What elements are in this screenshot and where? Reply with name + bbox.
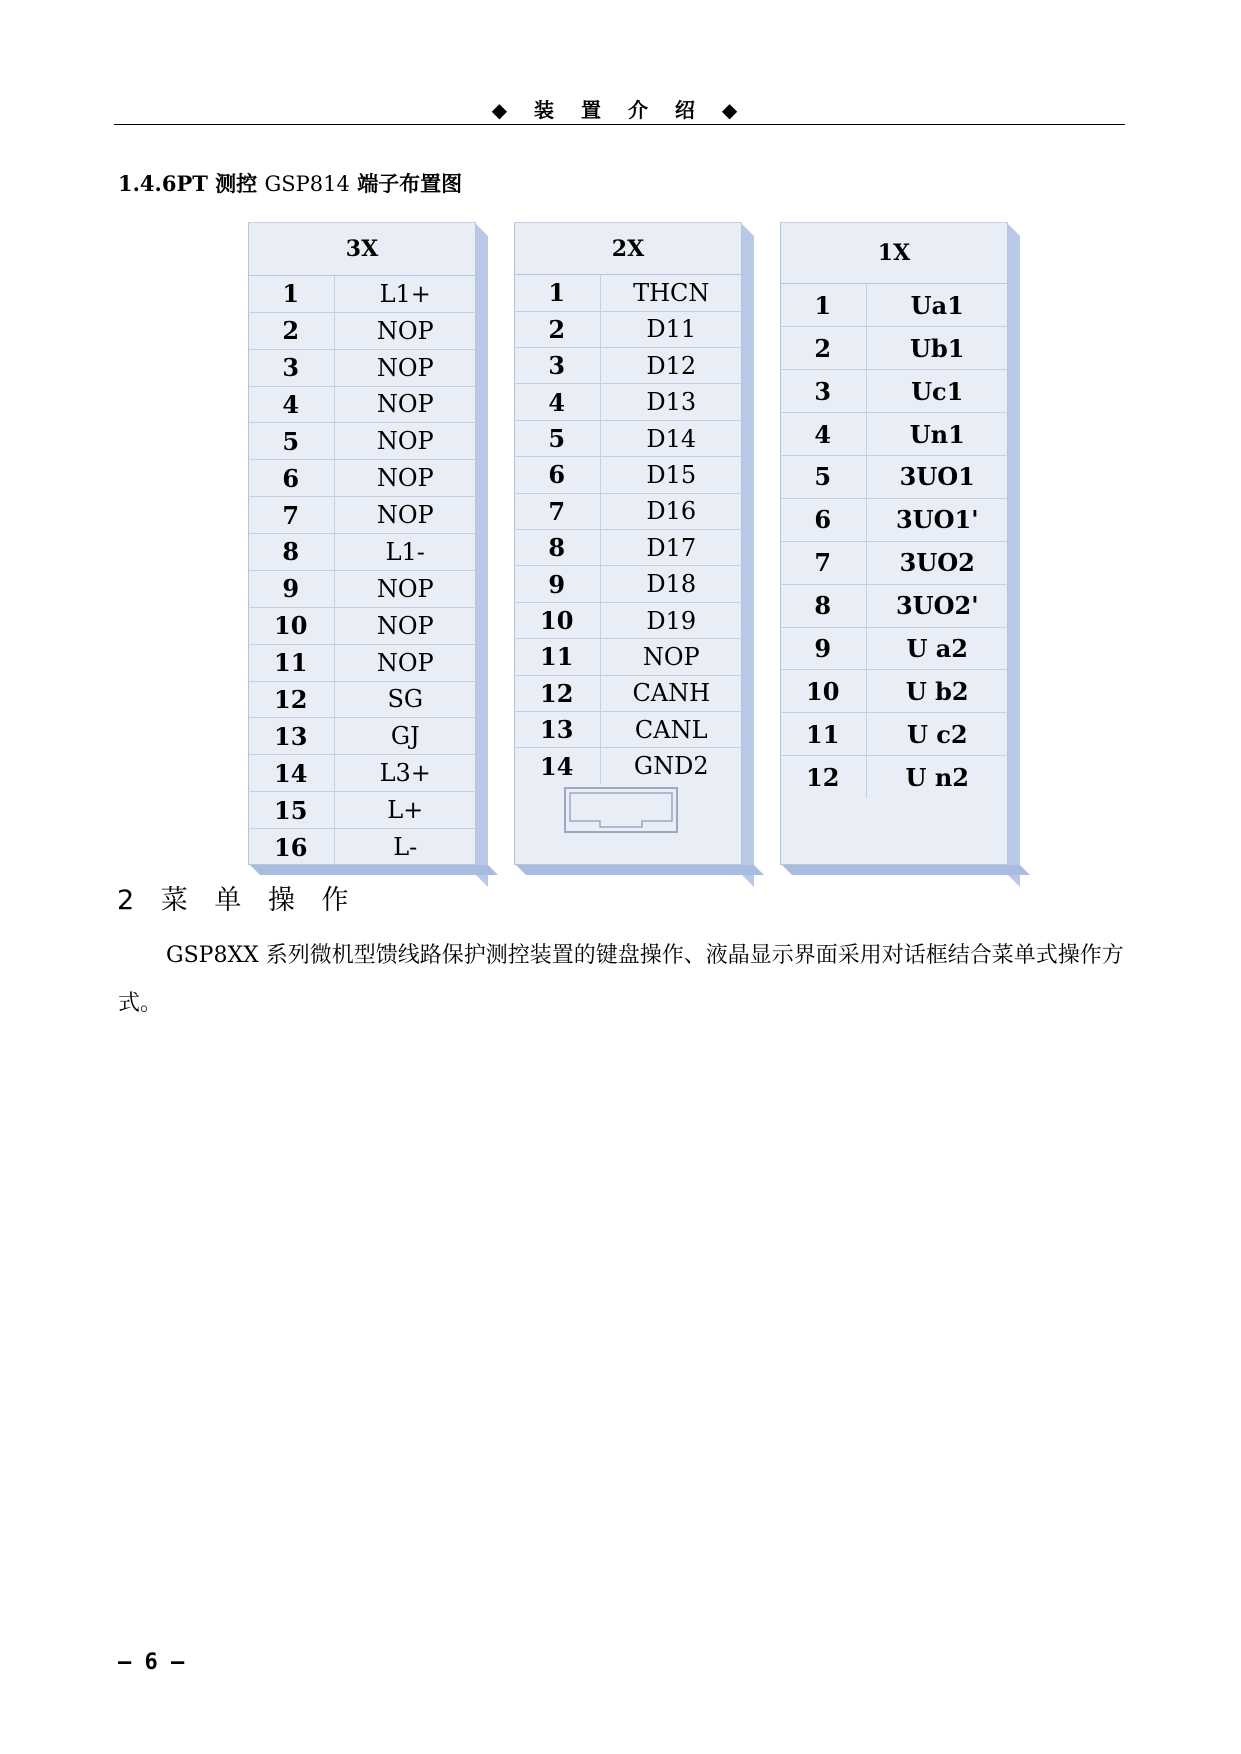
terminal-number: 1 <box>248 275 334 312</box>
terminal-signal: D15 <box>600 457 742 493</box>
terminal-number: 14 <box>514 748 600 784</box>
terminal-row <box>248 607 476 644</box>
terminal-number: 12 <box>780 756 866 798</box>
terminal-signal: 3UO1' <box>866 498 1008 541</box>
terminal-signal: D16 <box>600 493 742 529</box>
terminal-number: 6 <box>514 457 600 493</box>
terminal-number: 4 <box>780 413 866 456</box>
terminal-signal: U a2 <box>866 627 1008 670</box>
terminal-row <box>514 530 742 566</box>
terminal-signal: U b2 <box>866 670 1008 713</box>
terminal-table-1x <box>780 222 1008 798</box>
terminal-number: 9 <box>514 566 600 602</box>
terminal-signal: THCN <box>600 275 742 311</box>
terminal-number: 13 <box>248 718 334 755</box>
terminal-row <box>248 349 476 386</box>
terminal-signal: U n2 <box>866 756 1008 798</box>
page-header: ◆ 装 置 介 绍 ◆ <box>114 94 1125 125</box>
terminal-number: 11 <box>780 713 866 756</box>
terminal-number: 4 <box>514 384 600 420</box>
terminal-signal: Ua1 <box>866 284 1008 327</box>
terminal-signal: NOP <box>334 312 476 349</box>
terminal-signal: CANL <box>600 712 742 748</box>
terminal-signal: NOP <box>334 423 476 460</box>
terminal-row <box>780 541 1008 584</box>
terminal-number: 8 <box>514 530 600 566</box>
terminal-row <box>248 570 476 607</box>
terminal-row <box>248 829 476 866</box>
terminal-row <box>780 756 1008 798</box>
terminal-signal: 3UO1 <box>866 456 1008 499</box>
terminal-row <box>248 644 476 681</box>
terminal-row <box>514 457 742 493</box>
terminal-row <box>514 675 742 711</box>
terminal-signal: NOP <box>334 497 476 534</box>
terminal-row <box>514 493 742 529</box>
terminal-number: 5 <box>248 423 334 460</box>
terminal-number: 9 <box>780 627 866 670</box>
terminal-signal: D14 <box>600 420 742 456</box>
terminal-signal: U c2 <box>866 713 1008 756</box>
terminal-signal: D19 <box>600 602 742 638</box>
terminal-row <box>248 312 476 349</box>
terminal-signal: SG <box>334 681 476 718</box>
terminal-row <box>780 713 1008 756</box>
terminal-number: 12 <box>248 681 334 718</box>
terminal-number: 12 <box>514 675 600 711</box>
block-title: 2X <box>514 223 742 275</box>
terminal-number: 15 <box>248 792 334 829</box>
terminal-signal: L1- <box>334 534 476 571</box>
terminal-number: 10 <box>514 602 600 638</box>
terminal-number: 1 <box>514 275 600 311</box>
terminal-signal: L3+ <box>334 755 476 792</box>
terminal-row <box>514 712 742 748</box>
terminal-row <box>514 566 742 602</box>
terminal-signal: NOP <box>334 349 476 386</box>
terminal-number: 11 <box>248 644 334 681</box>
terminal-number: 7 <box>780 541 866 584</box>
terminal-row <box>248 497 476 534</box>
terminal-signal: L- <box>334 829 476 866</box>
terminal-row <box>780 370 1008 413</box>
terminal-number: 11 <box>514 639 600 675</box>
terminal-block-2x <box>514 222 742 865</box>
terminal-signal: NOP <box>334 386 476 423</box>
terminal-row <box>780 584 1008 627</box>
terminal-number: 8 <box>780 584 866 627</box>
terminal-number: 16 <box>248 829 334 866</box>
rj45-port-icon <box>564 787 678 833</box>
block-title: 1X <box>780 223 1008 284</box>
terminal-row <box>248 718 476 755</box>
terminal-number: 4 <box>248 386 334 423</box>
terminal-table-3x <box>248 222 476 865</box>
terminal-row <box>514 348 742 384</box>
terminal-number: 7 <box>248 497 334 534</box>
terminal-number: 5 <box>514 420 600 456</box>
body-paragraph: GSP8XX 系列微机型馈线路保护测控装置的键盘操作、液晶显示界面采用对话框结合菜单式操作方式。 <box>118 943 1124 1016</box>
terminal-signal: NOP <box>600 639 742 675</box>
terminal-signal: D12 <box>600 348 742 384</box>
page-number: – 6 – <box>118 1650 185 1675</box>
terminal-row <box>248 755 476 792</box>
terminal-number: 10 <box>780 670 866 713</box>
terminal-number: 10 <box>248 607 334 644</box>
terminal-number: 2 <box>248 312 334 349</box>
terminal-number: 2 <box>780 327 866 370</box>
terminal-signal: 3UO2' <box>866 584 1008 627</box>
terminal-row <box>514 311 742 347</box>
terminal-signal: L+ <box>334 792 476 829</box>
terminal-row <box>514 384 742 420</box>
terminal-row <box>248 386 476 423</box>
terminal-number: 6 <box>248 460 334 497</box>
terminal-row <box>248 460 476 497</box>
terminal-number: 6 <box>780 498 866 541</box>
section-title-model: GSP814 <box>264 172 350 196</box>
terminal-signal: D18 <box>600 566 742 602</box>
terminal-row <box>780 413 1008 456</box>
terminal-signal: GJ <box>334 718 476 755</box>
terminal-number: 3 <box>248 349 334 386</box>
terminal-row <box>514 420 742 456</box>
terminal-signal: Ub1 <box>866 327 1008 370</box>
terminal-signal: NOP <box>334 460 476 497</box>
terminal-row <box>248 423 476 460</box>
terminal-number: 2 <box>514 311 600 347</box>
terminal-row <box>514 748 742 784</box>
terminal-number: 7 <box>514 493 600 529</box>
menu-operation-heading: 2 菜 单 操 作 <box>117 885 358 916</box>
terminal-block-1x <box>780 222 1008 865</box>
terminal-block-3x <box>248 222 476 865</box>
terminal-number: 5 <box>780 456 866 499</box>
terminal-table-2x <box>514 222 742 784</box>
section-title-suffix: 端子布置图 <box>357 171 463 196</box>
terminal-signal: D11 <box>600 311 742 347</box>
terminal-signal: D17 <box>600 530 742 566</box>
terminal-number: 8 <box>248 534 334 571</box>
terminal-signal: CANH <box>600 675 742 711</box>
terminal-signal: NOP <box>334 644 476 681</box>
section-title-prefix: 1.4.6PT 测控 <box>118 171 258 196</box>
terminal-row <box>248 275 476 312</box>
block-title: 3X <box>248 223 476 276</box>
terminal-signal: D13 <box>600 384 742 420</box>
terminal-number: 3 <box>780 370 866 413</box>
terminal-number: 14 <box>248 755 334 792</box>
terminal-row <box>514 602 742 638</box>
terminal-signal: Un1 <box>866 413 1008 456</box>
terminal-number: 9 <box>248 570 334 607</box>
terminal-signal: 3UO2 <box>866 541 1008 584</box>
terminal-row <box>780 327 1008 370</box>
terminal-signal: NOP <box>334 570 476 607</box>
terminal-row <box>780 498 1008 541</box>
terminal-signal: Uc1 <box>866 370 1008 413</box>
terminal-row <box>248 534 476 571</box>
terminal-signal: L1+ <box>334 275 476 312</box>
terminal-row <box>514 275 742 311</box>
terminal-number: 1 <box>780 284 866 327</box>
terminal-number: 13 <box>514 712 600 748</box>
section-title <box>118 168 462 198</box>
terminal-row <box>780 670 1008 713</box>
terminal-row <box>248 681 476 718</box>
terminal-row <box>780 284 1008 327</box>
terminal-row <box>780 627 1008 670</box>
terminal-row <box>248 792 476 829</box>
terminal-number: 3 <box>514 348 600 384</box>
terminal-signal: GND2 <box>600 748 742 784</box>
terminal-signal: NOP <box>334 607 476 644</box>
terminal-row <box>514 639 742 675</box>
terminal-row <box>780 456 1008 499</box>
